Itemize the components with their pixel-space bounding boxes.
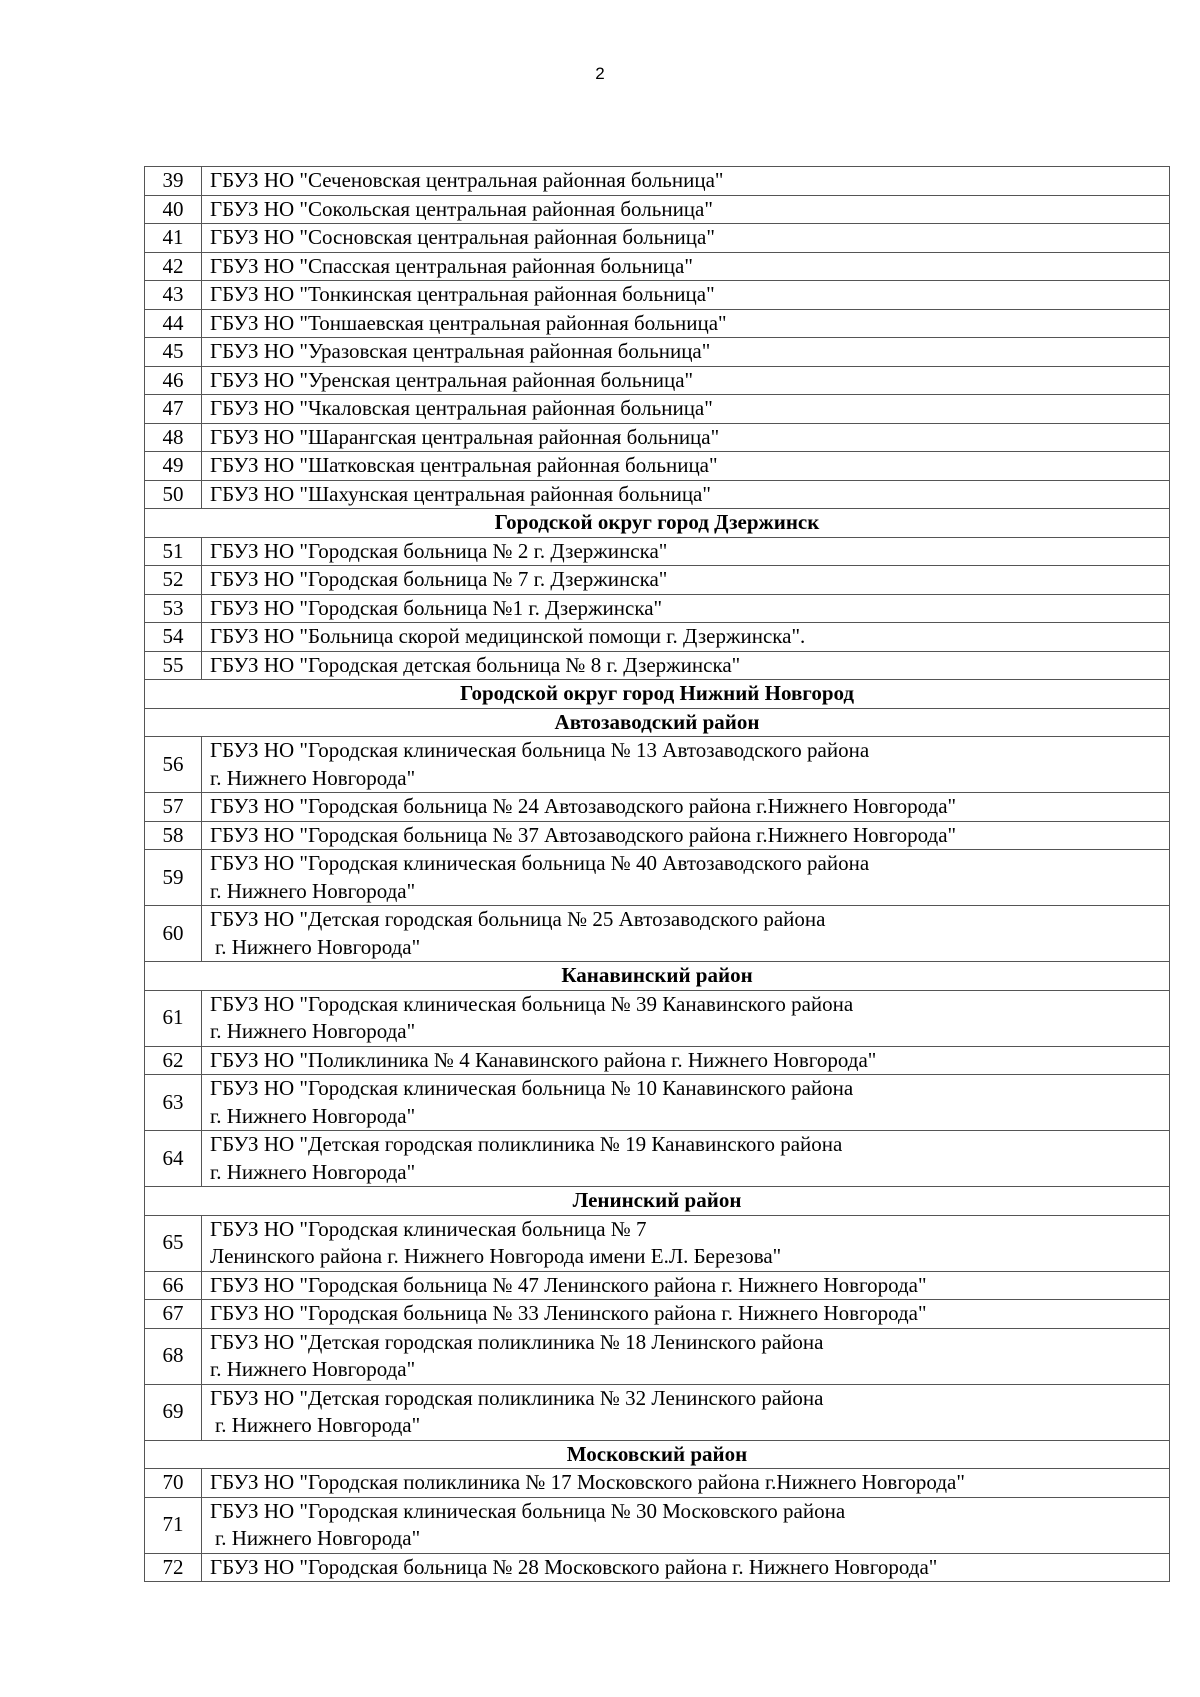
institution-name-line: ГБУЗ НО "Тонкинская центральная районная больница" bbox=[210, 282, 715, 306]
institution-name-line: ГБУЗ НО "Городская клиническая больница № 13 Автозаводского района bbox=[210, 738, 870, 762]
table-row bbox=[145, 195, 1170, 224]
institution-name-line: г. Нижнего Новгорода" bbox=[210, 1159, 416, 1184]
row-number: 47 bbox=[145, 395, 202, 424]
institution-name-line: ГБУЗ НО "Тоншаевская центральная районная больница" bbox=[210, 310, 727, 335]
institution-name bbox=[202, 195, 1170, 224]
institution-name-line: ГБУЗ НО "Городская больница № 28 Московского района г. Нижнего Новгорода" bbox=[210, 1554, 938, 1579]
table-row bbox=[145, 1046, 1170, 1075]
table-row bbox=[145, 821, 1170, 850]
institution-name bbox=[202, 452, 1170, 481]
institution-name-line: ГБУЗ НО "Детская городская поликлиника № 19 Канавинского района bbox=[210, 1132, 843, 1156]
table-row bbox=[145, 167, 1170, 196]
institution-name bbox=[202, 594, 1170, 623]
institution-name bbox=[202, 252, 1170, 281]
institution-name-line: ГБУЗ НО "Сеченовская центральная районная больница" bbox=[210, 168, 724, 192]
institution-name-line: ГБУЗ НО "Детская городская поликлиника № 18 Ленинского района bbox=[210, 1329, 824, 1354]
institution-name bbox=[202, 906, 1170, 962]
table-row bbox=[145, 1328, 1170, 1384]
section-title: Московский район bbox=[145, 1440, 1170, 1469]
institution-name-line: ГБУЗ НО "Шарангская центральная районная больница" bbox=[210, 424, 720, 449]
institution-name-line: ГБУЗ НО "Сокольская центральная районная больница" bbox=[210, 196, 713, 221]
table-row bbox=[145, 793, 1170, 822]
table-row bbox=[145, 252, 1170, 281]
row-number: 56 bbox=[145, 737, 202, 793]
institution-name-line: ГБУЗ НО "Городская больница № 2 г. Дзержинска" bbox=[210, 538, 668, 563]
institution-name bbox=[202, 793, 1170, 822]
row-number: 71 bbox=[145, 1497, 202, 1553]
table-row bbox=[145, 1553, 1170, 1582]
table-row bbox=[145, 338, 1170, 367]
institution-name bbox=[202, 1469, 1170, 1498]
institution-name bbox=[202, 167, 1170, 196]
row-number: 66 bbox=[145, 1271, 202, 1300]
row-number: 45 bbox=[145, 338, 202, 367]
table-row bbox=[145, 566, 1170, 595]
row-number: 62 bbox=[145, 1046, 202, 1075]
institution-name-line: г. Нижнего Новгорода" bbox=[215, 1413, 421, 1437]
institution-name-line: ГБУЗ НО "Городская детская больница № 8 г. Дзержинска" bbox=[210, 652, 741, 677]
section-header-row bbox=[145, 1440, 1170, 1469]
registry-table-body bbox=[145, 167, 1170, 1582]
row-number: 40 bbox=[145, 195, 202, 224]
institution-name-line: ГБУЗ НО "Больница скорой медицинской помощи г. Дзержинска". bbox=[210, 624, 806, 648]
institution-name-line: ГБУЗ НО "Городская больница № 24 Автозаводского района г.Нижнего Новгорода" bbox=[210, 794, 957, 818]
institution-name-line: ГБУЗ НО "Шахунская центральная районная больница" bbox=[210, 481, 711, 506]
institution-name bbox=[202, 1328, 1170, 1384]
section-title: Канавинский район bbox=[145, 962, 1170, 991]
institution-name bbox=[202, 423, 1170, 452]
institution-name-line: ГБУЗ НО "Уренская центральная районная больница" bbox=[210, 367, 694, 392]
institution-name-line: ГБУЗ НО "Поликлиника № 4 Канавинского района г. Нижнего Новгорода" bbox=[210, 1047, 877, 1072]
table-row bbox=[145, 1215, 1170, 1271]
institution-name-line: г. Нижнего Новгорода" bbox=[210, 878, 416, 903]
table-row bbox=[145, 850, 1170, 906]
institution-name-line: ГБУЗ НО "Городская клиническая больница № 40 Автозаводского района bbox=[210, 851, 870, 875]
row-number: 55 bbox=[145, 651, 202, 680]
institution-name-line: ГБУЗ НО "Городская больница №1 г. Дзержинска" bbox=[210, 595, 663, 620]
institution-name-line: г. Нижнего Новгорода" bbox=[210, 1019, 416, 1043]
table-row bbox=[145, 906, 1170, 962]
institution-name-line: г. Нижнего Новгорода" bbox=[210, 1103, 416, 1128]
institution-name-line: Ленинского района г. Нижнего Новгорода имени Е.Л. Березова" bbox=[210, 1244, 782, 1268]
table-row bbox=[145, 366, 1170, 395]
institution-name-line: ГБУЗ НО "Уразовская центральная районная больница" bbox=[210, 339, 711, 363]
table-row bbox=[145, 594, 1170, 623]
row-number: 39 bbox=[145, 167, 202, 196]
row-number: 51 bbox=[145, 537, 202, 566]
row-number: 58 bbox=[145, 821, 202, 850]
table-row bbox=[145, 224, 1170, 253]
institution-name bbox=[202, 281, 1170, 310]
institution-name-line: ГБУЗ НО "Городская больница № 37 Автозаводского района г.Нижнего Новгорода" bbox=[210, 822, 957, 847]
row-number: 57 bbox=[145, 793, 202, 822]
institution-name bbox=[202, 1497, 1170, 1553]
table-row bbox=[145, 1497, 1170, 1553]
institution-name-line: ГБУЗ НО "Чкаловская центральная районная больница" bbox=[210, 396, 713, 420]
institution-name-line: ГБУЗ НО "Детская городская больница № 25 Автозаводского района bbox=[210, 907, 826, 931]
hospital-registry-table bbox=[144, 166, 1170, 1582]
institution-name-line: ГБУЗ НО "Городская клиническая больница № 7 bbox=[210, 1216, 647, 1241]
table-row bbox=[145, 395, 1170, 424]
table-row bbox=[145, 623, 1170, 652]
table-row bbox=[145, 480, 1170, 509]
section-header-row bbox=[145, 680, 1170, 709]
institution-name-line: ГБУЗ НО "Сосновская центральная районная больница" bbox=[210, 225, 715, 249]
institution-name-line: ГБУЗ НО "Детская городская поликлиника № 32 Ленинского района bbox=[210, 1385, 824, 1410]
institution-name bbox=[202, 821, 1170, 850]
institution-name bbox=[202, 566, 1170, 595]
row-number: 67 bbox=[145, 1300, 202, 1329]
table-row bbox=[145, 990, 1170, 1046]
row-number: 46 bbox=[145, 366, 202, 395]
table-row bbox=[145, 651, 1170, 680]
institution-name bbox=[202, 737, 1170, 793]
institution-name bbox=[202, 1300, 1170, 1329]
institution-name bbox=[202, 1046, 1170, 1075]
institution-name bbox=[202, 1271, 1170, 1300]
row-number: 54 bbox=[145, 623, 202, 652]
table-row bbox=[145, 452, 1170, 481]
institution-name bbox=[202, 309, 1170, 338]
row-number: 60 bbox=[145, 906, 202, 962]
institution-name bbox=[202, 1215, 1170, 1271]
row-number: 63 bbox=[145, 1075, 202, 1131]
row-number: 64 bbox=[145, 1131, 202, 1187]
table-row bbox=[145, 281, 1170, 310]
row-number: 61 bbox=[145, 990, 202, 1046]
institution-name-line: ГБУЗ НО "Шатковская центральная районная больница" bbox=[210, 453, 718, 477]
row-number: 44 bbox=[145, 309, 202, 338]
section-title: Городской округ город Нижний Новгород bbox=[145, 680, 1170, 709]
table-row bbox=[145, 423, 1170, 452]
institution-name bbox=[202, 1384, 1170, 1440]
institution-name bbox=[202, 1553, 1170, 1582]
row-number: 65 bbox=[145, 1215, 202, 1271]
institution-name bbox=[202, 623, 1170, 652]
table-row bbox=[145, 1271, 1170, 1300]
row-number: 70 bbox=[145, 1469, 202, 1498]
table-row bbox=[145, 1300, 1170, 1329]
institution-name bbox=[202, 1131, 1170, 1187]
institution-name-line: ГБУЗ НО "Городская клиническая больница № 39 Канавинского района bbox=[210, 991, 854, 1016]
institution-name bbox=[202, 537, 1170, 566]
institution-name-line: г. Нижнего Новгорода" bbox=[210, 765, 416, 790]
section-title: Автозаводский район bbox=[145, 708, 1170, 737]
table-row bbox=[145, 1384, 1170, 1440]
table-row bbox=[145, 1131, 1170, 1187]
institution-name-line: г. Нижнего Новгорода" bbox=[215, 934, 421, 959]
institution-name bbox=[202, 395, 1170, 424]
row-number: 41 bbox=[145, 224, 202, 253]
table-row bbox=[145, 309, 1170, 338]
row-number: 43 bbox=[145, 281, 202, 310]
table-row bbox=[145, 1469, 1170, 1498]
institution-name-line: г. Нижнего Новгорода" bbox=[215, 1526, 421, 1550]
institution-name-line: ГБУЗ НО "Городская больница № 7 г. Дзержинска" bbox=[210, 567, 668, 591]
institution-name bbox=[202, 480, 1170, 509]
row-number: 72 bbox=[145, 1553, 202, 1582]
row-number: 68 bbox=[145, 1328, 202, 1384]
institution-name-line: ГБУЗ НО "Городская клиническая больница № 10 Канавинского района bbox=[210, 1076, 854, 1100]
row-number: 52 bbox=[145, 566, 202, 595]
institution-name-line: ГБУЗ НО "Городская больница № 47 Ленинского района г. Нижнего Новгорода" bbox=[210, 1272, 927, 1297]
institution-name bbox=[202, 990, 1170, 1046]
page-number: 2 bbox=[595, 64, 605, 83]
institution-name bbox=[202, 1075, 1170, 1131]
row-number: 48 bbox=[145, 423, 202, 452]
institution-name-line: ГБУЗ НО "Городская больница № 33 Ленинского района г. Нижнего Новгорода" bbox=[210, 1301, 927, 1325]
row-number: 69 bbox=[145, 1384, 202, 1440]
table-row bbox=[145, 537, 1170, 566]
table-row bbox=[145, 737, 1170, 793]
row-number: 53 bbox=[145, 594, 202, 623]
institution-name bbox=[202, 338, 1170, 367]
row-number: 59 bbox=[145, 850, 202, 906]
section-header-row bbox=[145, 1187, 1170, 1216]
institution-name-line: ГБУЗ НО "Спасская центральная районная больница" bbox=[210, 253, 693, 278]
institution-name bbox=[202, 850, 1170, 906]
row-number: 50 bbox=[145, 480, 202, 509]
institution-name bbox=[202, 651, 1170, 680]
section-header-row bbox=[145, 509, 1170, 538]
table-row bbox=[145, 1075, 1170, 1131]
institution-name bbox=[202, 224, 1170, 253]
institution-name-line: ГБУЗ НО "Городская поликлиника № 17 Московского района г.Нижнего Новгорода" bbox=[210, 1470, 965, 1494]
section-header-row bbox=[145, 962, 1170, 991]
row-number: 49 bbox=[145, 452, 202, 481]
institution-name bbox=[202, 366, 1170, 395]
section-title: Ленинский район bbox=[145, 1187, 1170, 1216]
section-title: Городской округ город Дзержинск bbox=[145, 509, 1170, 538]
institution-name-line: ГБУЗ НО "Городская клиническая больница № 30 Московского района bbox=[210, 1498, 846, 1523]
institution-name-line: г. Нижнего Новгорода" bbox=[210, 1357, 416, 1381]
section-header-row bbox=[145, 708, 1170, 737]
row-number: 42 bbox=[145, 252, 202, 281]
